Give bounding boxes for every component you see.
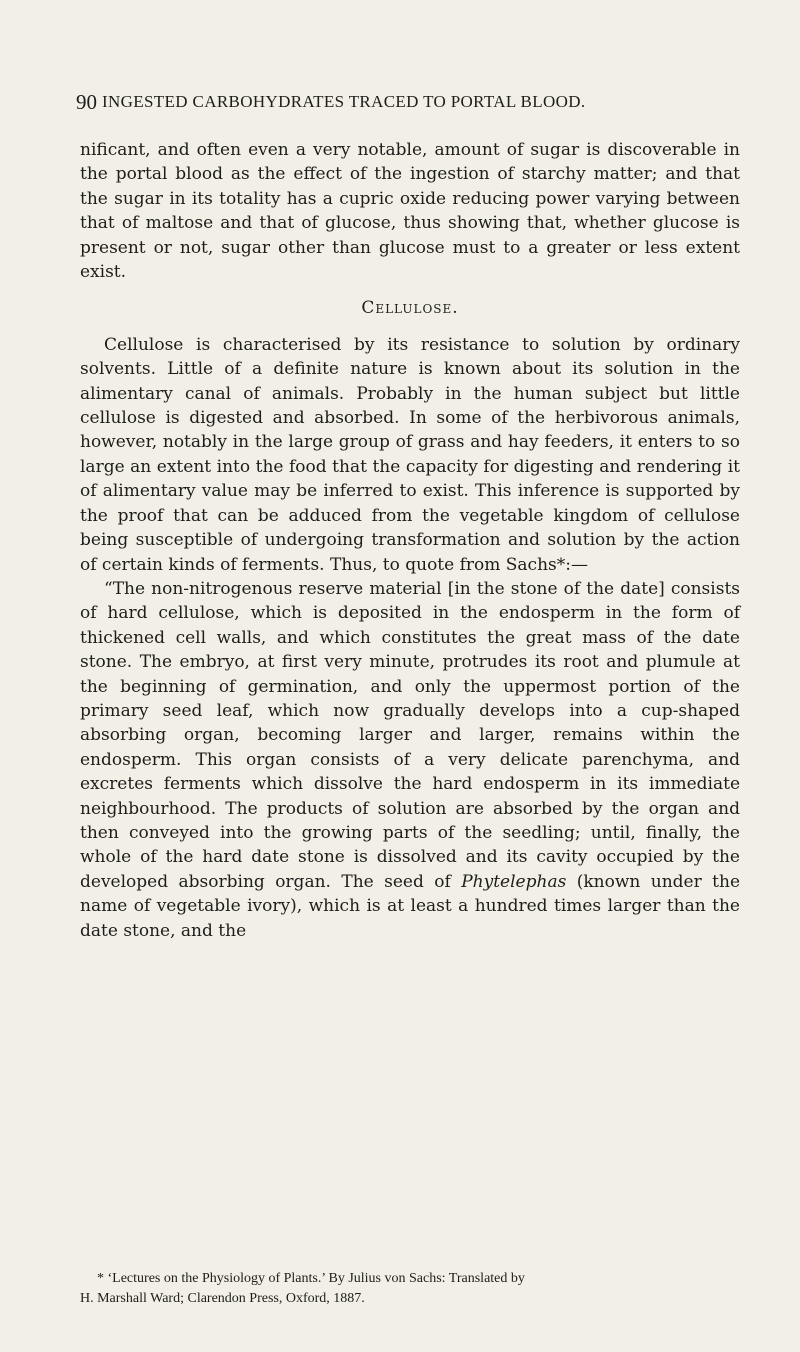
quote-text-part-2: (known under the name of vegetable ivory), which is at least a hundred times larger than the date stone, and the (80, 871, 741, 941)
quoted-passage (80, 577, 740, 943)
body-text (80, 138, 740, 943)
paragraph-2: Cellulose is characterised by its resistance to solution by ordinary solvents. Little of a definite nature is known about its solution in the alimentary canal of animals. Probably in the human subject but little cellulose is digested and absorbed. In some of the herbivorous animals, however, notably in the large group of grass and hay feeders, it enters to so large an extent into the food that the capacity for digesting and rendering it of alimentary value may be inferred to exist. This inference is supported by the proof that can be adduced from the vegetable kingdom of cellulose being susceptible of undergoing transformation and solution by the action of certain kinds of ferments. Thus, to quote from Sachs*:— (80, 334, 740, 575)
quote-text-part-1: “The non-nitrogenous reserve material [in the stone of the date] consists of hard cellulose, which is deposited in the endosperm in the form of thickened cell walls, and which constitutes the great mass of the date stone. The embryo, at first very minute, protrudes its root and plumule at the beginning of germination, and only the uppermost portion of the primary seed leaf, which now gradually develops into a cup-shaped absorbing organ, becoming larger and larger, remains within the endosperm. This organ consists of a very delicate parenchyma, and excretes ferments which dissolve the hard endosperm in its immediate neighbourhood. The products of solution are absorbed by the organ and then conveyed into the growing parts of the seedling; until, finally, the whole of the hard date stone is dissolved and its cavity occupied by the developed absorbing organ. The seed of (80, 578, 740, 892)
paragraph-1: nificant, and often even a very notable, amount of sugar is discoverable in the portal blood as the effect of the ingestion of starchy matter; and that the sugar in its totality has a cupric oxide reducing power varying between that of maltose and that of glucose, thus showing that, whether glucose is present or not, sugar other than glucose must to a greater or less extent exist. (80, 140, 740, 283)
running-title: INGESTED CARBOHYDRATES TRACED TO PORTAL BLOOD. (102, 92, 586, 111)
footnote-line-2: H. Marshall Ward; Clarendon Press, Oxford, 1887. (80, 1291, 365, 1306)
quote-italic-term: Phytelephas (461, 871, 567, 892)
footnote (80, 1269, 740, 1309)
running-head (76, 86, 740, 118)
footnote-line-1: * ‘Lectures on the Physiology of Plants.’ By Julius von Sachs: Translated by (97, 1271, 525, 1286)
page-number: 90 (76, 90, 97, 114)
section-heading: Cellulose. (361, 298, 459, 319)
